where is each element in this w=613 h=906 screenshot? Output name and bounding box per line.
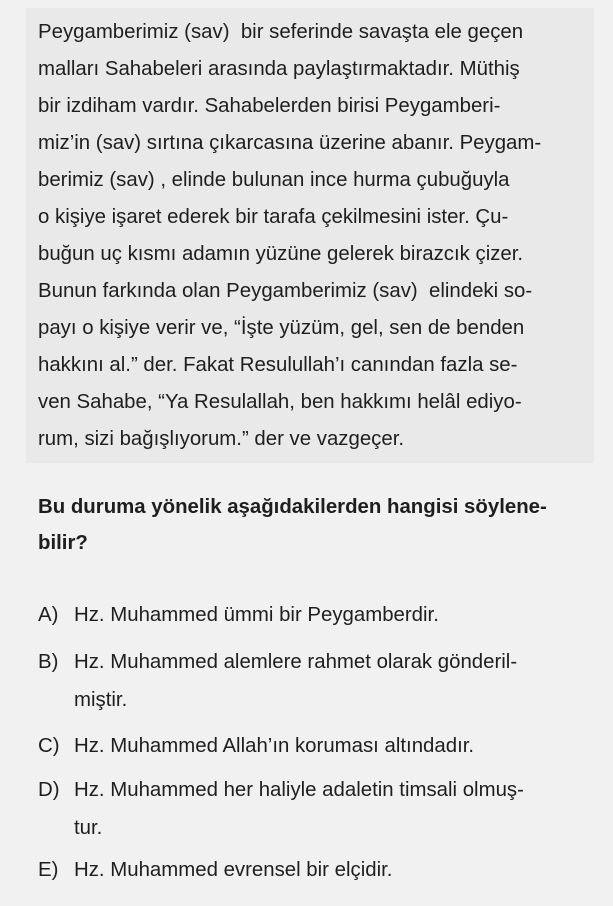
passage-line: Peygamberimiz (sav) bir seferinde savaşta ele geçen	[38, 21, 524, 43]
option-letter: D)	[38, 779, 60, 801]
passage-box	[26, 8, 594, 463]
question-line: bilir?	[38, 532, 88, 554]
passage-line: buğun uç kısmı adamın yüzüne gelerek birazcık çizer.	[38, 243, 524, 265]
answer-option-e[interactable]	[0, 859, 613, 895]
passage-line: bir izdiham vardır. Sahabelerden birisi Peygamberi-	[38, 95, 501, 117]
passage-line: miz’in (sav) sırtına çıkarcasına üzerine abanır. Peygam-	[38, 132, 542, 154]
passage-line: malları Sahabeleri arasında paylaştırmaktadır. Müthiş	[38, 58, 520, 80]
answer-option-c[interactable]	[0, 735, 613, 771]
option-text-continued: tur.	[74, 817, 103, 839]
option-text: Hz. Muhammed ümmi bir Peygamberdir.	[74, 604, 439, 626]
answer-option-d[interactable]	[0, 779, 613, 853]
passage-line: payı o kişiye verir ve, “İşte yüzüm, gel, sen de benden	[38, 317, 525, 339]
option-letter: E)	[38, 859, 59, 881]
passage-line: o kişiye işaret ederek bir tarafa çekilmesini ister. Çu-	[38, 206, 509, 228]
option-text-continued: miştir.	[74, 689, 128, 711]
option-text: Hz. Muhammed her haliyle adaletin timsali olmuş-	[74, 779, 524, 801]
option-letter: A)	[38, 604, 59, 626]
option-text: Hz. Muhammed alemlere rahmet olarak gönderil-	[74, 651, 518, 673]
question-line: Bu duruma yönelik aşağıdakilerden hangisi söylene-	[38, 496, 547, 518]
answer-option-b[interactable]	[0, 651, 613, 725]
passage-line: hakkını al.” der. Fakat Resulullah’ı canından fazla se-	[38, 354, 518, 376]
option-text: Hz. Muhammed evrensel bir elçidir.	[74, 859, 393, 881]
question-stem	[26, 490, 594, 565]
option-text: Hz. Muhammed Allah’ın koruması altındadır.	[74, 735, 475, 757]
option-letter: B)	[38, 651, 59, 673]
passage-line: berimiz (sav) , elinde bulunan ince hurma çubuğuyla	[38, 169, 510, 191]
answer-option-a[interactable]	[0, 604, 613, 640]
passage-line: ven Sahabe, “Ya Resulallah, ben hakkımı helâl ediyo-	[38, 391, 522, 413]
passage-line: rum, sizi bağışlıyorum.” der ve vazgeçer.	[38, 428, 405, 450]
passage-line: Bunun farkında olan Peygamberimiz (sav) elindeki so-	[38, 280, 533, 302]
option-letter: C)	[38, 735, 60, 757]
